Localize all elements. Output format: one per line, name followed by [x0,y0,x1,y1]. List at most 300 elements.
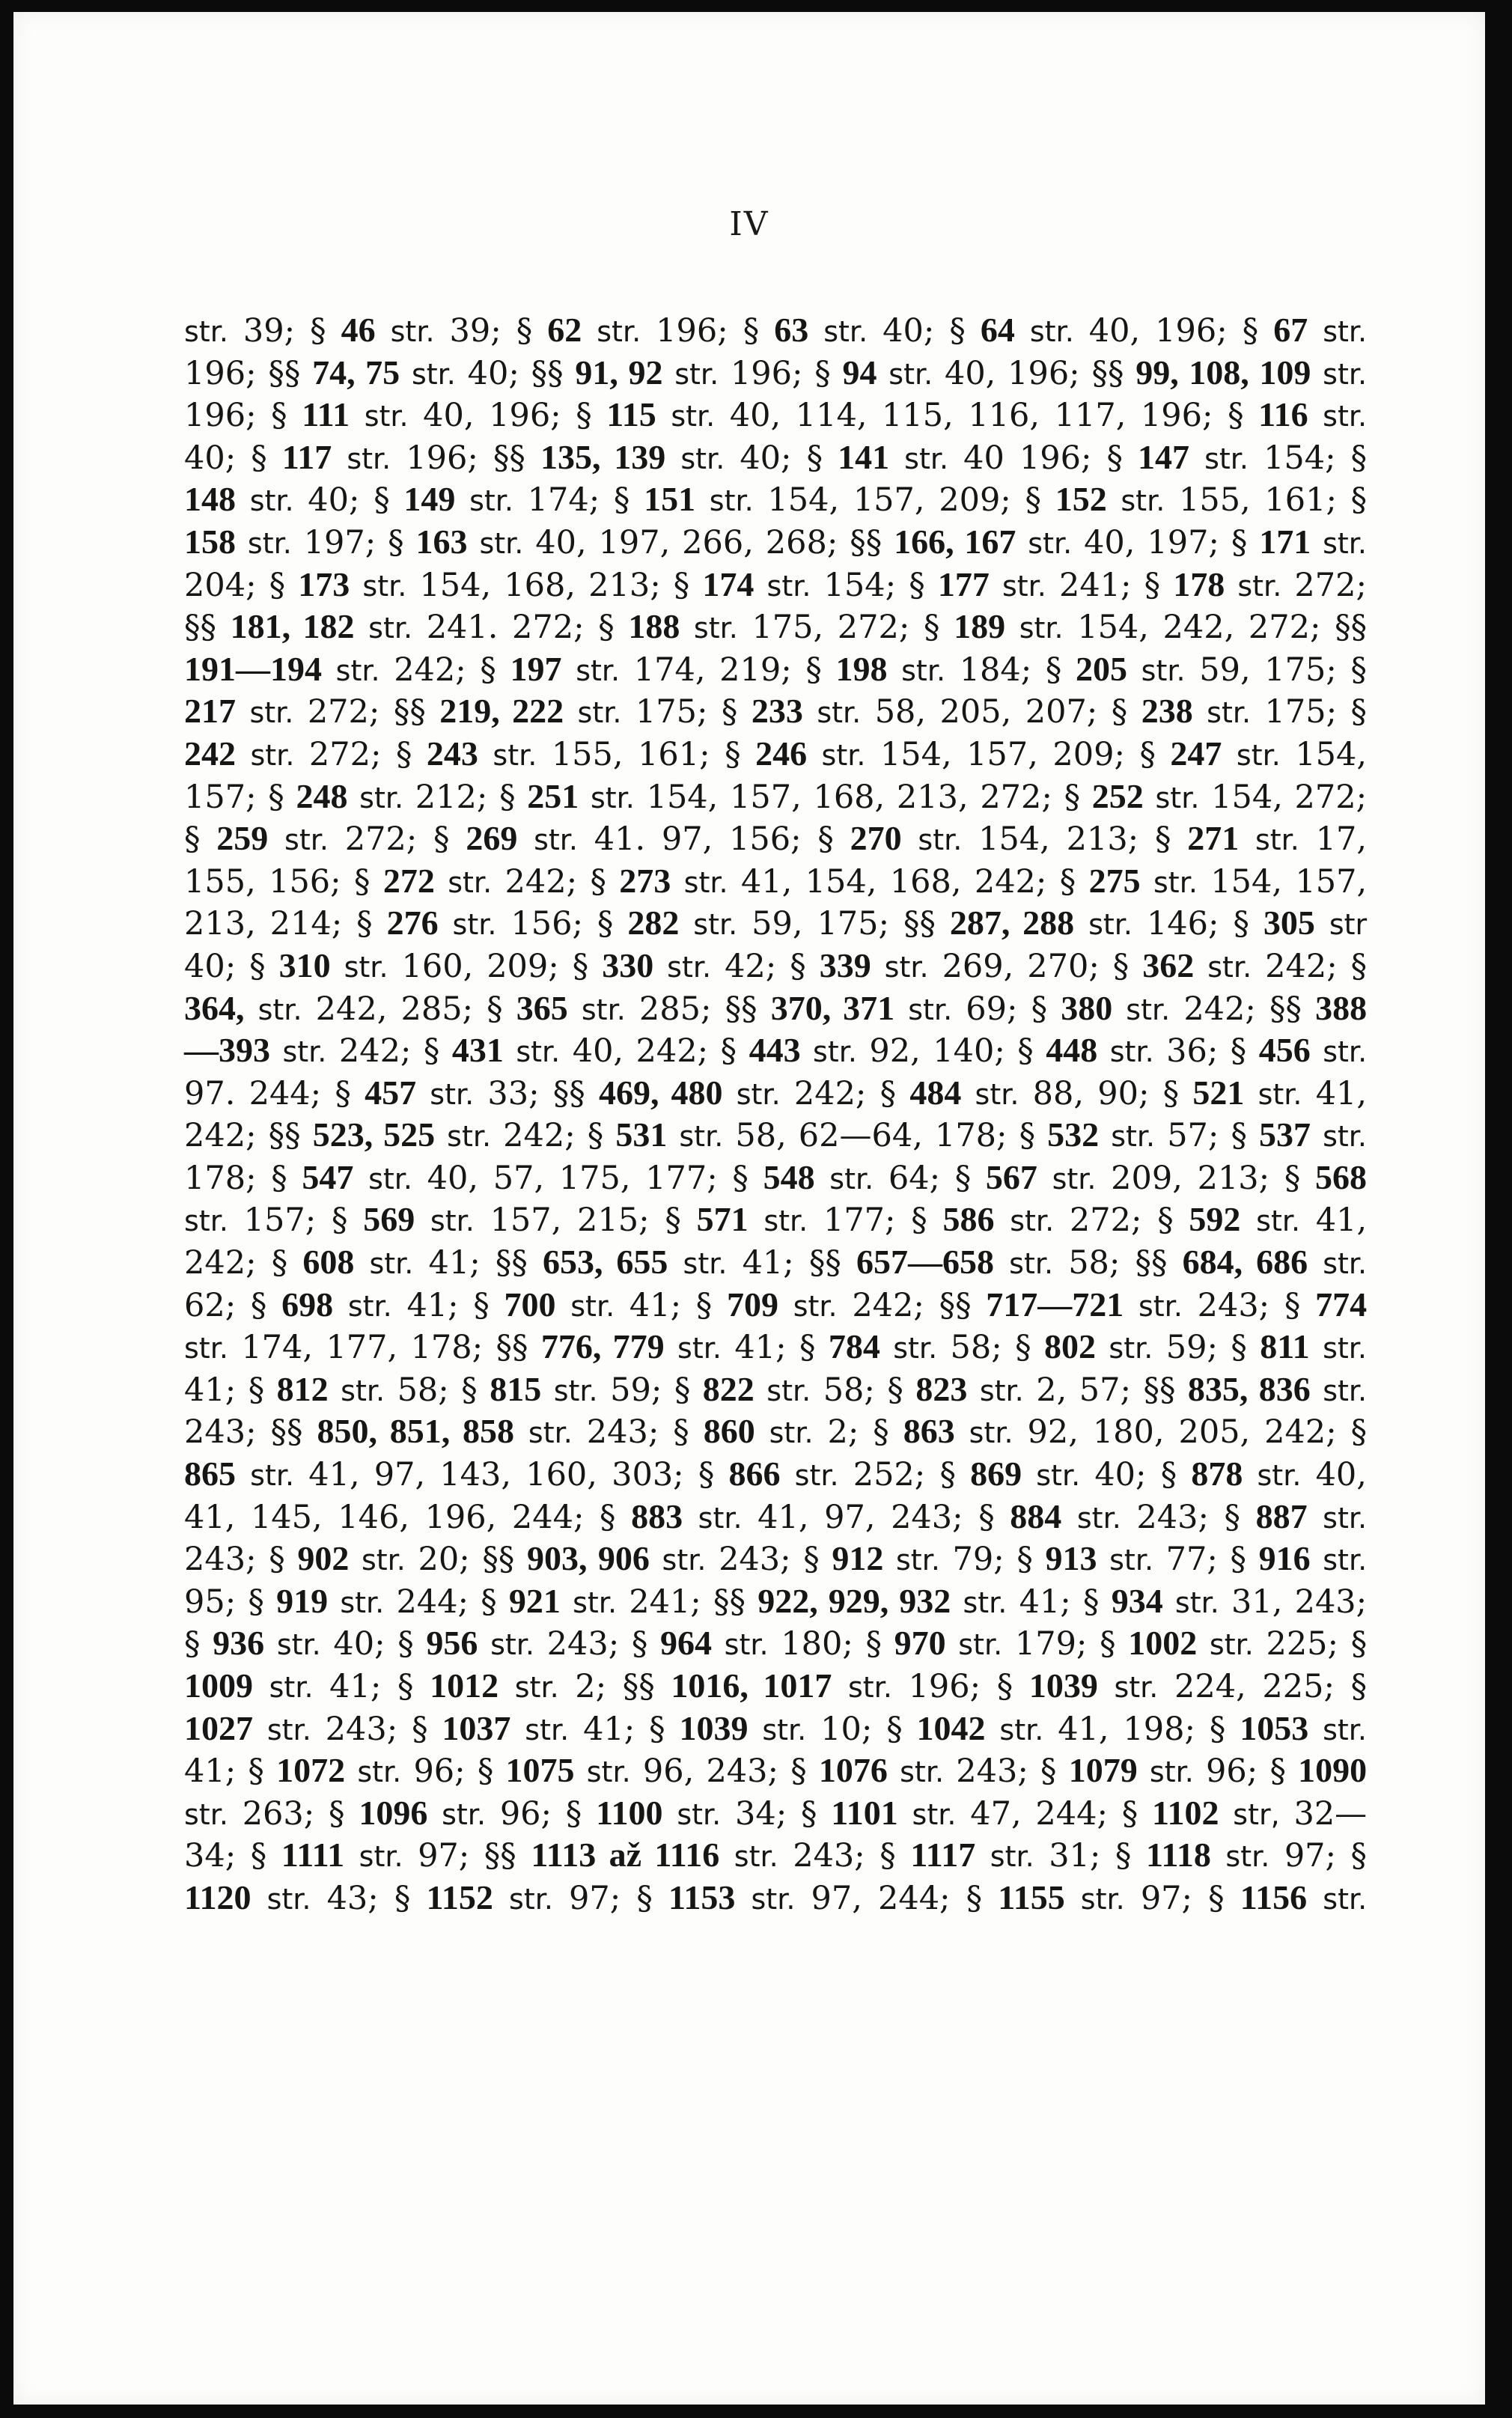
page-abbreviation: str. [1323,315,1368,348]
section-reference: 282 [627,904,680,942]
page-numbers: 154, 157, 209; [767,481,1011,520]
section-sign: § [649,1710,665,1748]
index-entry [496,1244,794,1282]
section-sign: §§ [393,693,426,731]
section-reference: 269 [466,819,518,858]
section-reference: 217 [184,692,236,731]
section-sign: §§ [903,905,936,943]
index-entry [725,990,1018,1028]
index-entry [249,945,559,985]
page-numbers: 41, 154, 168, 242; [740,862,1047,901]
section-reference: 970 [894,1624,946,1663]
page-abbreviation: str. [1019,612,1064,645]
page-abbreviation: str. [573,1586,618,1619]
section-sign: § [1230,1032,1247,1071]
page-numbers: 225; [1266,1625,1339,1663]
index-entry [696,1287,924,1324]
page-abbreviation: str. [528,1416,573,1450]
section-sign: § [1224,1498,1241,1536]
page-numbers: 40, 196; [1088,312,1228,350]
section-sign: § [865,1625,882,1663]
index-entry [184,312,295,350]
page-abbreviation: str. [269,1671,314,1704]
section-reference: 1156 [1240,1878,1308,1916]
section-reference: 362 [1142,945,1195,984]
page-numbers: 272; [1069,1202,1142,1240]
page-numbers: 40; [333,1625,385,1663]
page-numbers: 41; [184,1371,237,1409]
page-abbreviation: str. [817,696,862,730]
section-sign: § [473,1286,490,1324]
page-numbers: 177; [823,1202,896,1240]
index-entry [743,312,935,350]
section-reference: 246 [755,734,808,773]
page-abbreviation: str. [1323,1501,1368,1535]
section-reference: 811 [1260,1327,1310,1366]
index-entry [356,905,583,942]
section-reference: 1096 [359,1793,428,1832]
section-reference: 456 [1258,1031,1311,1070]
page-numbers: 224, 225; [1174,1668,1335,1705]
page-numbers: 40; [184,439,237,477]
section-sign: § [1016,1541,1033,1579]
page-abbreviation: str. [662,1544,707,1577]
page-abbreviation: str. [884,950,929,984]
page-abbreviation: str. [900,1755,945,1789]
page-abbreviation: str. [347,1289,392,1323]
page-numbers: 41; [742,1244,794,1282]
index-entry [397,1668,606,1705]
page-abbreviation: str. [553,1374,598,1407]
index-entry [480,651,791,689]
page-numbers: 243; [719,1541,791,1579]
page-abbreviation: str. [680,442,725,475]
section-sign: § [1157,1202,1174,1240]
section-reference: 884 [1010,1496,1062,1535]
page-numbers: 40, 242; [572,1032,709,1071]
page-abbreviation: str. [821,738,866,772]
index-entry [924,609,1321,646]
section-reference: 115 [606,395,656,434]
page-abbreviation: str. [813,1035,857,1069]
page-abbreviation: str [1329,908,1368,942]
section-reference: 698 [281,1285,334,1324]
page-abbreviation: str. [1323,526,1368,560]
page-numbers: 40, 57, 175, 177; [427,1159,718,1197]
section-reference: 823 [915,1369,968,1408]
page-numbers: 58; [1068,1244,1121,1282]
section-reference: 523, 525 [312,1115,436,1154]
index-entry [496,1329,787,1366]
index-entry [814,355,1079,392]
section-reference: 46 [341,311,376,349]
page-abbreviation: str. [250,1459,295,1493]
index-entry [803,1541,1005,1578]
index-entry [516,312,728,350]
page-numbers: 175; [1264,693,1338,731]
section-sign: § [356,905,373,943]
section-reference: 177 [937,564,990,603]
index-entry [909,564,1132,604]
page-abbreviation: str. [586,1755,631,1789]
page-abbreviation: str. [766,1374,811,1407]
page-numbers: 41, 97, 143, 160, 303; [308,1456,684,1494]
section-reference: 151 [644,480,696,519]
page-numbers: 33; [487,1074,540,1112]
section-reference: 339 [819,945,871,984]
index-entry [1019,1117,1219,1154]
section-sign: § [954,1159,972,1197]
page-numbers: 154; [823,566,897,604]
section-reference: 684, 686 [1182,1243,1308,1282]
index-entry [251,439,478,477]
section-reference: 163 [415,522,468,561]
section-reference: 1113 až 1116 [531,1836,720,1875]
page-abbreviation: str. [597,315,641,348]
page-abbreviation: str. [368,1162,412,1196]
section-sign: § [1025,481,1041,520]
section-sign: § [803,1541,820,1579]
page-abbreviation: str. [679,1120,724,1154]
page-numbers: 212; [415,778,488,816]
page-abbreviation: str. [493,738,537,772]
page-numbers: 77; [1165,1541,1218,1579]
page-numbers: 36; [1166,1032,1219,1071]
index-entry [880,1075,1150,1112]
page-abbreviation: str. [1323,1713,1367,1746]
index-entry [850,524,1219,561]
index-entry [1015,1329,1218,1366]
page-abbreviation: str. [590,781,635,814]
index-entry [801,1795,1108,1833]
index-entry [1112,693,1337,731]
section-reference: 242 [184,734,236,773]
index-entry [272,1244,481,1282]
page-abbreviation: str. [247,526,292,560]
section-reference: 147 [1138,437,1190,476]
page-numbers: 79; [952,1541,1005,1579]
section-sign: §§ [184,609,216,647]
page-numbers: 2; [575,1668,607,1705]
page-numbers: 96, 243; [642,1752,779,1791]
page-numbers: 174; [527,481,600,520]
page-abbreviation: str. [693,908,738,942]
section-reference: 936 [213,1624,265,1663]
page-abbreviation: str. [250,738,295,772]
index-entry [271,1413,659,1451]
section-sign: § [1082,1583,1100,1621]
index-entry [903,905,1219,942]
page-abbreviation: str. [847,1671,892,1704]
page-numbers: 175; [635,693,708,731]
section-sign: § [695,1286,713,1324]
page-numbers: 154, 242, 272; [1077,609,1321,647]
section-sign: § [251,439,267,477]
page-abbreviation: str. [1036,1459,1081,1493]
section-reference: 116 [1258,395,1308,434]
index-entry [335,1075,539,1112]
section-reference: 1117 [910,1836,976,1875]
index-entry [880,1837,1100,1875]
section-reference: 135, 139 [540,437,666,476]
page-numbers: 43; [326,1879,379,1917]
page-numbers: 243; [1197,1286,1270,1324]
page-numbers: 58, 62—64, 178; [735,1117,1008,1155]
page-numbers: 41, 242; [184,1074,1368,1155]
page-numbers: 41; [734,1329,787,1367]
section-reference: 784 [828,1327,880,1366]
page-numbers: 180; [781,1625,853,1663]
section-reference: 197 [510,649,562,688]
section-sign: §§ [1135,1244,1168,1282]
section-sign: §§ [1091,354,1124,392]
section-sign: § [887,1371,903,1409]
section-reference: 902 [297,1539,350,1578]
section-reference: 233 [751,692,803,731]
index-entry [1208,1880,1367,1917]
section-sign: § [1228,397,1244,435]
index-entry [807,439,1092,477]
section-sign: § [674,1371,691,1409]
index-entry [433,820,802,858]
section-sign: § [310,312,326,350]
section-sign: § [587,1117,604,1155]
page-abbreviation: str. [1255,823,1299,857]
section-reference: 1155 [998,1878,1065,1916]
page-numbers: 32—34; [184,1794,1368,1875]
book-page [13,12,1485,2405]
page-numbers: 40, 41, 145, 146, 196, 244; [184,1456,1367,1536]
page-numbers: 96; [499,1794,552,1833]
page-abbreviation: str. [357,1755,402,1789]
page-numbers: 40; [308,481,360,520]
page-numbers: 241; [1058,566,1132,604]
page-numbers: 59, 175; [752,905,890,943]
page-abbreviation: str. [667,950,712,984]
section-reference: 271 [1187,819,1240,858]
section-sign: §§ [496,1329,528,1367]
page-numbers: 242; [793,1074,867,1112]
page-numbers: 2; [827,1413,859,1452]
page-numbers: 155, 161; [551,735,710,773]
section-reference: 1120 [184,1878,252,1916]
section-reference: 191—194 [184,649,322,688]
page-numbers: 242; [394,651,466,689]
section-reference: 243 [426,734,478,773]
section-sign: § [184,1625,201,1663]
section-reference: 608 [302,1243,355,1282]
page-abbreviation: str. [1155,781,1200,814]
section-sign: § [1162,1074,1180,1112]
index-entry [721,1032,1005,1070]
section-sign: § [1100,1625,1116,1663]
index-entry [799,1329,1002,1366]
section-sign: § [978,1498,995,1536]
section-reference: 1111 [281,1836,345,1875]
section-sign: §§ [850,523,882,561]
page-numbers: 243; [1136,1498,1209,1536]
index-entry [310,312,502,350]
page-abbreviation: str. [430,1077,475,1111]
section-sign: § [397,1668,414,1705]
page-abbreviation: str. [762,1713,807,1746]
section-sign: § [499,778,516,816]
section-reference: 63 [774,311,809,349]
page-abbreviation: str. [1236,738,1281,772]
page-numbers: 196; [730,354,803,392]
page-abbreviation: str. [734,1840,778,1874]
section-reference: 259 [216,819,269,858]
index-entry [184,609,585,646]
section-sign: § [1160,1456,1177,1494]
page-numbers: 40; [1094,1456,1147,1494]
page-numbers: 17, 155, 156; [184,820,1368,901]
page-numbers: 41; [1019,1583,1071,1621]
page-abbreviation: str. [1153,865,1198,899]
section-reference: 198 [835,649,888,688]
section-sign: § [911,1202,927,1240]
section-sign: § [1242,312,1259,350]
section-reference: 547 [302,1157,354,1196]
index-entry [248,1752,465,1790]
page-numbers: 39; [449,312,502,350]
section-sign: § [665,1202,681,1240]
page-numbers: 243; [546,1625,620,1663]
section-sign: §§ [493,439,525,477]
page-numbers: 40; [184,947,237,985]
section-sign: § [1064,778,1081,816]
page-numbers: 179; [1014,1625,1088,1663]
page-abbreviation: str. [1126,993,1171,1026]
section-reference: 1090 [1298,1751,1368,1790]
page-numbers: 40, 197, 266, 268; [535,523,838,561]
section-reference: 189 [954,607,1006,646]
page-numbers: 156; [510,905,583,943]
page-abbreviation: str. [581,993,626,1026]
section-sign: § [354,862,371,901]
section-reference: 822 [702,1369,755,1408]
page-abbreviation: str. [901,654,946,687]
section-sign: § [1350,651,1367,689]
page-numbers: 244; [396,1583,469,1621]
section-reference: 448 [1046,1031,1098,1070]
index-entry [481,1583,701,1621]
section-sign: § [1350,1625,1368,1663]
section-sign: § [673,1413,689,1452]
page-abbreviation: str. [1323,1120,1368,1154]
index-entry [614,481,1011,519]
index-entry [478,1752,778,1790]
index-entry [566,1795,787,1833]
page-numbers: 174, 219; [633,651,792,689]
page-abbreviation: str. [1207,696,1252,730]
page-abbreviation: str. [184,1205,228,1238]
index-entry [665,1202,895,1239]
section-sign: § [814,354,831,392]
index-entry [1031,990,1256,1028]
page-numbers: 243; [184,1541,257,1579]
page-abbreviation: str. [979,1374,1024,1407]
page-numbers: 157, 215; [490,1202,650,1240]
page-abbreviation: str. [1029,315,1074,348]
page-abbreviation: str. [340,1586,385,1619]
section-sign: § [806,439,823,477]
section-reference: 287, 288 [949,904,1075,942]
section-reference: 1118 [1145,1836,1211,1875]
index-entry [997,1668,1335,1705]
page-abbreviation: str. [958,1628,1003,1662]
index-entry [623,1668,981,1705]
index-entry [1100,1625,1338,1663]
section-reference: 1153 [668,1878,736,1916]
page-numbers: 242; [1265,947,1338,985]
page-abbreviation: str. [1028,526,1073,560]
section-sign: § [873,1413,889,1452]
index-entry [251,1287,459,1324]
section-reference: 273 [619,861,671,900]
index-entry [249,1371,449,1409]
section-reference: 532 [1047,1115,1100,1154]
page-abbreviation: str. [1323,1882,1368,1916]
section-reference: 152 [1055,480,1107,519]
index-entry [374,481,600,519]
section-sign: § [1350,439,1368,477]
index-entry [531,355,803,392]
index-entry [1115,1837,1336,1875]
page-numbers: 42; [725,947,777,985]
section-reference: 247 [1170,734,1222,773]
section-reference: 548 [763,1157,815,1196]
section-reference: 330 [602,945,654,984]
page-abbreviation: str. [335,654,380,687]
section-reference: 653, 655 [542,1243,668,1282]
section-reference: 141 [838,437,890,476]
section-sign: § [1208,1879,1225,1917]
section-sign: § [923,609,940,647]
index-entry [271,1157,718,1197]
section-reference: 913 [1045,1539,1097,1578]
page-abbreviation: str. [1174,1586,1219,1619]
section-sign: § [721,693,738,731]
section-reference: 776, 779 [540,1327,665,1366]
section-reference: 1042 [916,1708,986,1747]
index-entry [865,1625,1087,1663]
page-abbreviation: str. [509,1882,553,1916]
index-entry [590,863,1046,901]
page-abbreviation: str. [430,1205,475,1238]
section-sign: § [1144,566,1161,604]
section-reference: 148 [184,480,236,519]
page-numbers: 41; [428,1244,481,1282]
page-numbers: 242; [852,1286,924,1324]
page-numbers: 272; [308,735,382,773]
page-numbers: 34; [735,1794,787,1833]
section-reference: 569 [363,1200,415,1239]
section-reference: 956 [426,1624,478,1663]
page-numbers: 209, 213; [1111,1159,1270,1197]
section-reference: 571 [696,1200,749,1239]
page-numbers: 88, 90; [1032,1074,1150,1112]
section-reference: 74, 75 [312,353,400,392]
page-numbers: 62; [184,1286,237,1324]
section-reference: 812 [276,1369,329,1408]
page-abbreviation: str. [1323,400,1368,433]
page-abbreviation: str. [674,357,719,391]
section-reference: 863 [903,1412,955,1451]
index-entry [1040,1752,1258,1790]
index-entry [588,1117,1008,1154]
section-reference: 252 [1091,776,1144,815]
